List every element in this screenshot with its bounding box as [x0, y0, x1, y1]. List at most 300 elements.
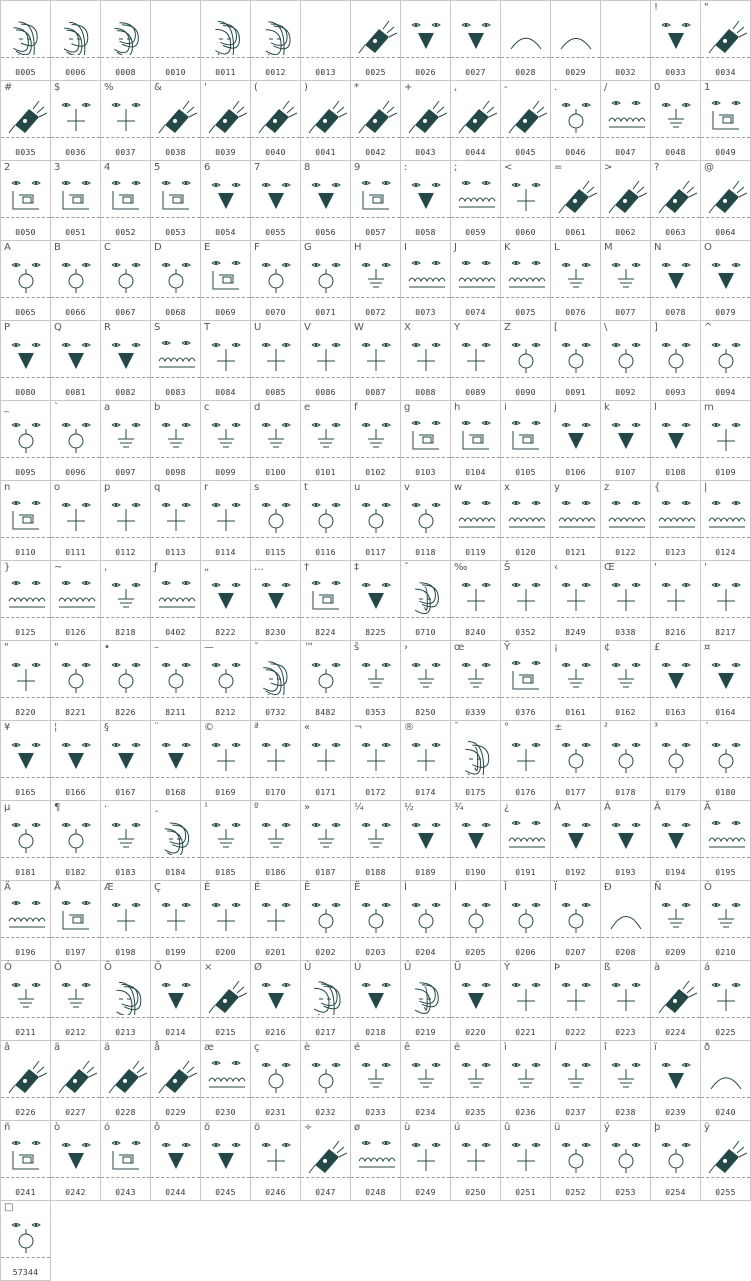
glyph-code: 0196: [15, 948, 36, 957]
face-eyes-icon: [455, 975, 497, 1015]
glyph-cell: [651, 241, 701, 321]
glyph-code: 0066: [65, 308, 86, 317]
face-eyes-icon: [55, 95, 97, 135]
glyph-code: 0085: [265, 388, 286, 397]
baseline-divider: [101, 457, 150, 458]
face-eyes-icon: [455, 655, 497, 695]
glyph-code: 0193: [615, 868, 636, 877]
glyph-code: 0244: [165, 1188, 186, 1197]
glyph-character: *: [354, 82, 359, 93]
glyph-code: 0250: [465, 1188, 486, 1197]
glyph-cell: [551, 801, 601, 881]
glyph-code: 0243: [115, 1188, 136, 1197]
baseline-divider: [351, 297, 400, 298]
glyph-code: 0190: [465, 868, 486, 877]
glyph-cell: [451, 881, 501, 961]
plug-icon: [505, 95, 547, 135]
face-eyes-icon: [455, 895, 497, 935]
glyph-character: â: [4, 1042, 11, 1053]
baseline-divider: [551, 697, 600, 698]
glyph-code: 0119: [465, 548, 486, 557]
glyph-cell: [1, 1041, 51, 1121]
glyph-cell: [451, 321, 501, 401]
glyph-character: ý: [604, 1122, 610, 1133]
glyph-character: W: [354, 322, 364, 333]
glyph-character: æ: [204, 1042, 214, 1053]
glyph-cell: [101, 1121, 151, 1201]
baseline-divider: [251, 857, 300, 858]
baseline-divider: [101, 1097, 150, 1098]
glyph-character: ˆ: [404, 562, 409, 573]
glyph-character: û: [504, 1122, 511, 1133]
baseline-divider: [201, 937, 250, 938]
coil-icon: [505, 255, 547, 295]
circuit-icon: [355, 175, 397, 215]
baseline-divider: [451, 857, 500, 858]
glyph-cell: [551, 881, 601, 961]
glyph-character: »: [304, 802, 311, 813]
glyph-character: ã: [54, 1042, 61, 1053]
glyph-character: X: [404, 322, 411, 333]
glyph-character: ¯: [454, 722, 459, 733]
glyph-code: 0118: [415, 548, 436, 557]
glyph-character: 2: [4, 162, 11, 173]
baseline-divider: [351, 697, 400, 698]
glyph-cell: [251, 961, 301, 1041]
glyph-cell: [101, 1, 151, 81]
glyph-character: ™: [304, 642, 314, 653]
baseline-divider: [701, 777, 750, 778]
glyph-character: N: [654, 242, 662, 253]
baseline-divider: [451, 1017, 500, 1018]
baseline-divider: [551, 537, 600, 538]
glyph-character: y: [554, 482, 560, 493]
glyph-code: 0251: [515, 1188, 536, 1197]
glyph-character: n: [4, 482, 11, 493]
glyph-character: µ: [4, 802, 11, 813]
glyph-code: 0090: [515, 388, 536, 397]
glyph-character: u: [354, 482, 361, 493]
glyph-code: 0225: [715, 1028, 736, 1037]
glyph-cell: [551, 561, 601, 641]
glyph-character: ³: [654, 722, 659, 733]
baseline-divider: [1, 377, 50, 378]
glyph-code: 8482: [315, 708, 336, 717]
glyph-character: ÷: [304, 1122, 313, 1133]
face-eyes-icon: [255, 175, 297, 215]
baseline-divider: [251, 1017, 300, 1018]
glyph-code: 0120: [515, 548, 536, 557]
baseline-divider: [601, 537, 650, 538]
baseline-divider: [701, 57, 750, 58]
baseline-divider: [451, 137, 500, 138]
glyph-code: 0108: [665, 468, 686, 477]
glyph-code: 0062: [615, 228, 636, 237]
glyph-cell: [401, 881, 451, 961]
face-eyes-icon: [555, 1055, 597, 1095]
glyph-character: Ò: [704, 882, 712, 893]
glyph-character: Ü: [454, 962, 462, 973]
face-eyes-icon: [555, 655, 597, 695]
baseline-divider: [451, 777, 500, 778]
glyph-code: 0050: [15, 228, 36, 237]
glyph-character: `: [54, 402, 59, 413]
face-eyes-icon: [205, 575, 247, 615]
glyph-character: r: [204, 482, 209, 493]
glyph-cell: [501, 801, 551, 881]
face-eyes-icon: [655, 1135, 697, 1175]
glyph-cell: [701, 241, 751, 321]
face-eyes-icon: [105, 895, 147, 935]
glyph-character: K: [504, 242, 511, 253]
glyph-cell: [651, 1, 701, 81]
baseline-divider: [451, 377, 500, 378]
glyph-code: 0227: [65, 1108, 86, 1117]
glyph-character: Ÿ: [504, 642, 511, 653]
glyph-cell: [1, 881, 51, 961]
face-eyes-icon: [555, 95, 597, 135]
face-eyes-icon: [655, 655, 697, 695]
glyph-character: +: [404, 82, 413, 93]
glyph-character: O: [704, 242, 712, 253]
glyph-cell: [701, 321, 751, 401]
glyph-cell: [351, 961, 401, 1041]
glyph-code: 0172: [365, 788, 386, 797]
baseline-divider: [401, 617, 450, 618]
baseline-divider: [201, 217, 250, 218]
glyph-cell: [51, 401, 101, 481]
glyph-cell: [351, 721, 401, 801]
baseline-divider: [1, 297, 50, 298]
glyph-cell: [351, 1, 401, 81]
glyph-code: 0732: [265, 708, 286, 717]
glyph-code: 0117: [365, 548, 386, 557]
glyph-cell: [101, 241, 151, 321]
glyph-cell: [101, 641, 151, 721]
glyph-cell: [51, 1, 101, 81]
glyph-character: E: [204, 242, 211, 253]
glyph-character: …: [254, 562, 264, 573]
glyph-code: 0076: [565, 308, 586, 317]
face-eyes-icon: [355, 415, 397, 455]
glyph-cell: [251, 561, 301, 641]
glyph-code: 0063: [665, 228, 686, 237]
face-eyes-icon: [605, 1055, 647, 1095]
face-eyes-icon: [655, 895, 697, 935]
glyph-cell: [501, 1, 551, 81]
face-lines-icon: [55, 15, 97, 55]
face-eyes-icon: [255, 815, 297, 855]
baseline-divider: [51, 1177, 100, 1178]
baseline-divider: [451, 1097, 500, 1098]
glyph-character: ¸: [154, 802, 159, 813]
glyph-code: 0113: [165, 548, 186, 557]
baseline-divider: [701, 617, 750, 618]
baseline-divider: [551, 1097, 600, 1098]
glyph-character: G: [304, 242, 312, 253]
glyph-code: 0181: [15, 868, 36, 877]
face-eyes-icon: [455, 1055, 497, 1095]
glyph-cell: [701, 1, 751, 81]
face-lines-icon: [255, 655, 297, 695]
baseline-divider: [501, 697, 550, 698]
glyph-cell: [101, 561, 151, 641]
glyph-character: ¹: [204, 802, 209, 813]
plug-icon: [405, 95, 447, 135]
glyph-code: 0011: [215, 68, 236, 77]
face-eyes-icon: [255, 255, 297, 295]
baseline-divider: [601, 137, 650, 138]
face-eyes-icon: [5, 975, 47, 1015]
glyph-cell: [201, 1041, 251, 1121]
glyph-cell: [451, 801, 501, 881]
glyph-character: ': [654, 562, 657, 573]
baseline-divider: [651, 1017, 700, 1018]
glyph-code: 0202: [315, 948, 336, 957]
glyph-cell: [651, 81, 701, 161]
baseline-divider: [501, 57, 550, 58]
baseline-divider: [501, 617, 550, 618]
glyph-character: ¦: [54, 722, 58, 733]
baseline-divider: [551, 457, 600, 458]
plug-icon: [5, 1055, 47, 1095]
glyph-code: 8226: [115, 708, 136, 717]
glyph-cell: [201, 241, 251, 321]
baseline-divider: [1, 1177, 50, 1178]
face-eyes-icon: [655, 95, 697, 135]
glyph-character: Ð: [604, 882, 612, 893]
glyph-code: 0080: [15, 388, 36, 397]
glyph-code: 0026: [415, 68, 436, 77]
face-eyes-icon: [655, 735, 697, 775]
glyph-code: 0047: [615, 148, 636, 157]
glyph-character: ‹: [554, 562, 558, 573]
baseline-divider: [51, 617, 100, 618]
face-eyes-icon: [305, 815, 347, 855]
glyph-cell: [701, 881, 751, 961]
glyph-code: 0247: [315, 1188, 336, 1197]
baseline-divider: [251, 137, 300, 138]
glyph-character: =: [554, 162, 563, 173]
face-eyes-icon: [155, 1135, 197, 1175]
glyph-cell: [301, 961, 351, 1041]
plug-icon: [205, 975, 247, 1015]
glyph-character: Ó: [4, 962, 12, 973]
glyph-cell: [351, 481, 401, 561]
plug-icon: [205, 95, 247, 135]
coil-icon: [455, 255, 497, 295]
glyph-character: ø: [354, 1122, 361, 1133]
glyph-code: 0211: [15, 1028, 36, 1037]
baseline-divider: [551, 297, 600, 298]
glyph-character: 8: [304, 162, 311, 173]
baseline-divider: [701, 937, 750, 938]
glyph-cell: [601, 1041, 651, 1121]
glyph-code: 0228: [115, 1108, 136, 1117]
glyph-character: ¼: [354, 802, 364, 813]
glyph-code: 0049: [715, 148, 736, 157]
baseline-divider: [251, 537, 300, 538]
glyph-code: 0126: [65, 628, 86, 637]
face-eyes-icon: [655, 335, 697, 375]
glyph-cell: [1, 561, 51, 641]
glyph-character: °: [504, 722, 509, 733]
glyph-code: 0089: [465, 388, 486, 397]
glyph-code: 8218: [115, 628, 136, 637]
coil-icon: [355, 1135, 397, 1175]
baseline-divider: [701, 537, 750, 538]
baseline-divider: [601, 377, 650, 378]
glyph-cell: [351, 401, 401, 481]
coil-icon: [705, 495, 747, 535]
glyph-cell: [601, 1, 651, 81]
face-eyes-icon: [605, 255, 647, 295]
glyph-code: 0710: [415, 628, 436, 637]
glyph-character: ‰: [454, 562, 468, 573]
face-eyes-icon: [205, 495, 247, 535]
glyph-code: 0071: [315, 308, 336, 317]
baseline-divider: [1, 457, 50, 458]
coil-icon: [555, 495, 597, 535]
baseline-divider: [701, 137, 750, 138]
baseline-divider: [701, 217, 750, 218]
plug-icon: [355, 95, 397, 135]
baseline-divider: [701, 857, 750, 858]
circuit-icon: [205, 255, 247, 295]
plug-icon: [355, 15, 397, 55]
glyph-character: ó: [104, 1122, 111, 1133]
baseline-divider: [101, 377, 150, 378]
baseline-divider: [401, 377, 450, 378]
glyph-code: 0192: [565, 868, 586, 877]
face-eyes-icon: [605, 415, 647, 455]
baseline-divider: [151, 857, 200, 858]
glyph-cell: [201, 321, 251, 401]
glyph-cell: [401, 401, 451, 481]
glyph-cell: [451, 1, 501, 81]
face-eyes-icon: [255, 335, 297, 375]
glyph-cell: [451, 481, 501, 561]
glyph-cell: [251, 1041, 301, 1121]
face-eyes-icon: [305, 735, 347, 775]
face-eyes-icon: [155, 415, 197, 455]
glyph-cell: [51, 81, 101, 161]
glyph-code: 0236: [515, 1108, 536, 1117]
glyph-character: ×: [204, 962, 213, 973]
glyph-character: ·: [104, 802, 108, 813]
glyph-cell: [501, 561, 551, 641]
glyph-code: 0178: [615, 788, 636, 797]
baseline-divider: [151, 297, 200, 298]
glyph-character: _: [4, 402, 9, 413]
face-eyes-icon: [555, 735, 597, 775]
glyph-code: 0124: [715, 548, 736, 557]
face-eyes-icon: [55, 735, 97, 775]
baseline-divider: [151, 217, 200, 218]
coil-icon: [505, 815, 547, 855]
plug-icon: [455, 95, 497, 135]
plug-icon: [605, 175, 647, 215]
glyph-cell: [151, 1, 201, 81]
glyph-character: Ä: [4, 882, 11, 893]
glyph-code: 0125: [15, 628, 36, 637]
circuit-icon: [5, 495, 47, 535]
baseline-divider: [601, 457, 650, 458]
glyph-cell: [51, 961, 101, 1041]
glyph-code: 0055: [265, 228, 286, 237]
baseline-divider: [401, 1017, 450, 1018]
glyph-character: M: [604, 242, 613, 253]
glyph-code: 0058: [415, 228, 436, 237]
glyph-character: Õ: [104, 962, 112, 973]
glyph-character: ¡: [554, 642, 559, 653]
glyph-character: ": [54, 642, 59, 653]
face-eyes-icon: [555, 1135, 597, 1175]
glyph-character: C: [104, 242, 111, 253]
glyph-cell: [501, 81, 551, 161]
baseline-divider: [101, 857, 150, 858]
glyph-cell: [451, 1041, 501, 1121]
glyph-cell: [351, 321, 401, 401]
glyph-code: 0084: [215, 388, 236, 397]
glyph-code: 0238: [615, 1108, 636, 1117]
baseline-divider: [601, 1097, 650, 1098]
glyph-cell: [601, 81, 651, 161]
glyph-code: 0162: [615, 708, 636, 717]
baseline-divider: [351, 217, 400, 218]
face-eyes-icon: [305, 415, 347, 455]
face-eyes-icon: [355, 975, 397, 1015]
baseline-divider: [351, 537, 400, 538]
circuit-icon: [505, 415, 547, 455]
glyph-character: å: [154, 1042, 161, 1053]
baseline-divider: [1, 857, 50, 858]
baseline-divider: [151, 937, 200, 938]
baseline-divider: [201, 697, 250, 698]
face-eyes-icon: [205, 655, 247, 695]
baseline-divider: [651, 297, 700, 298]
glyph-cell: [701, 961, 751, 1041]
glyph-code: 0161: [565, 708, 586, 717]
face-eyes-icon: [655, 415, 697, 455]
glyph-character: (: [254, 82, 258, 93]
baseline-divider: [401, 937, 450, 938]
glyph-character: z: [604, 482, 610, 493]
glyph-character: &: [154, 82, 162, 93]
face-eyes-icon: [355, 255, 397, 295]
glyph-character: 9: [354, 162, 361, 173]
glyph-cell: [101, 161, 151, 241]
glyph-character: o: [54, 482, 61, 493]
glyph-code: 8216: [665, 628, 686, 637]
glyph-code: 0098: [165, 468, 186, 477]
plug-icon: [155, 95, 197, 135]
glyph-character: .: [554, 82, 558, 93]
baseline-divider: [651, 137, 700, 138]
plug-icon: [305, 1135, 347, 1175]
glyph-code: 0057: [365, 228, 386, 237]
face-eyes-icon: [5, 815, 47, 855]
coil-icon: [705, 815, 747, 855]
face-eyes-icon: [705, 415, 747, 455]
glyph-cell: [551, 1, 601, 81]
coil-icon: [655, 495, 697, 535]
glyph-cell: [201, 401, 251, 481]
baseline-divider: [551, 1177, 600, 1178]
face-eyes-icon: [405, 895, 447, 935]
baseline-divider: [101, 617, 150, 618]
glyph-code: 0249: [415, 1188, 436, 1197]
